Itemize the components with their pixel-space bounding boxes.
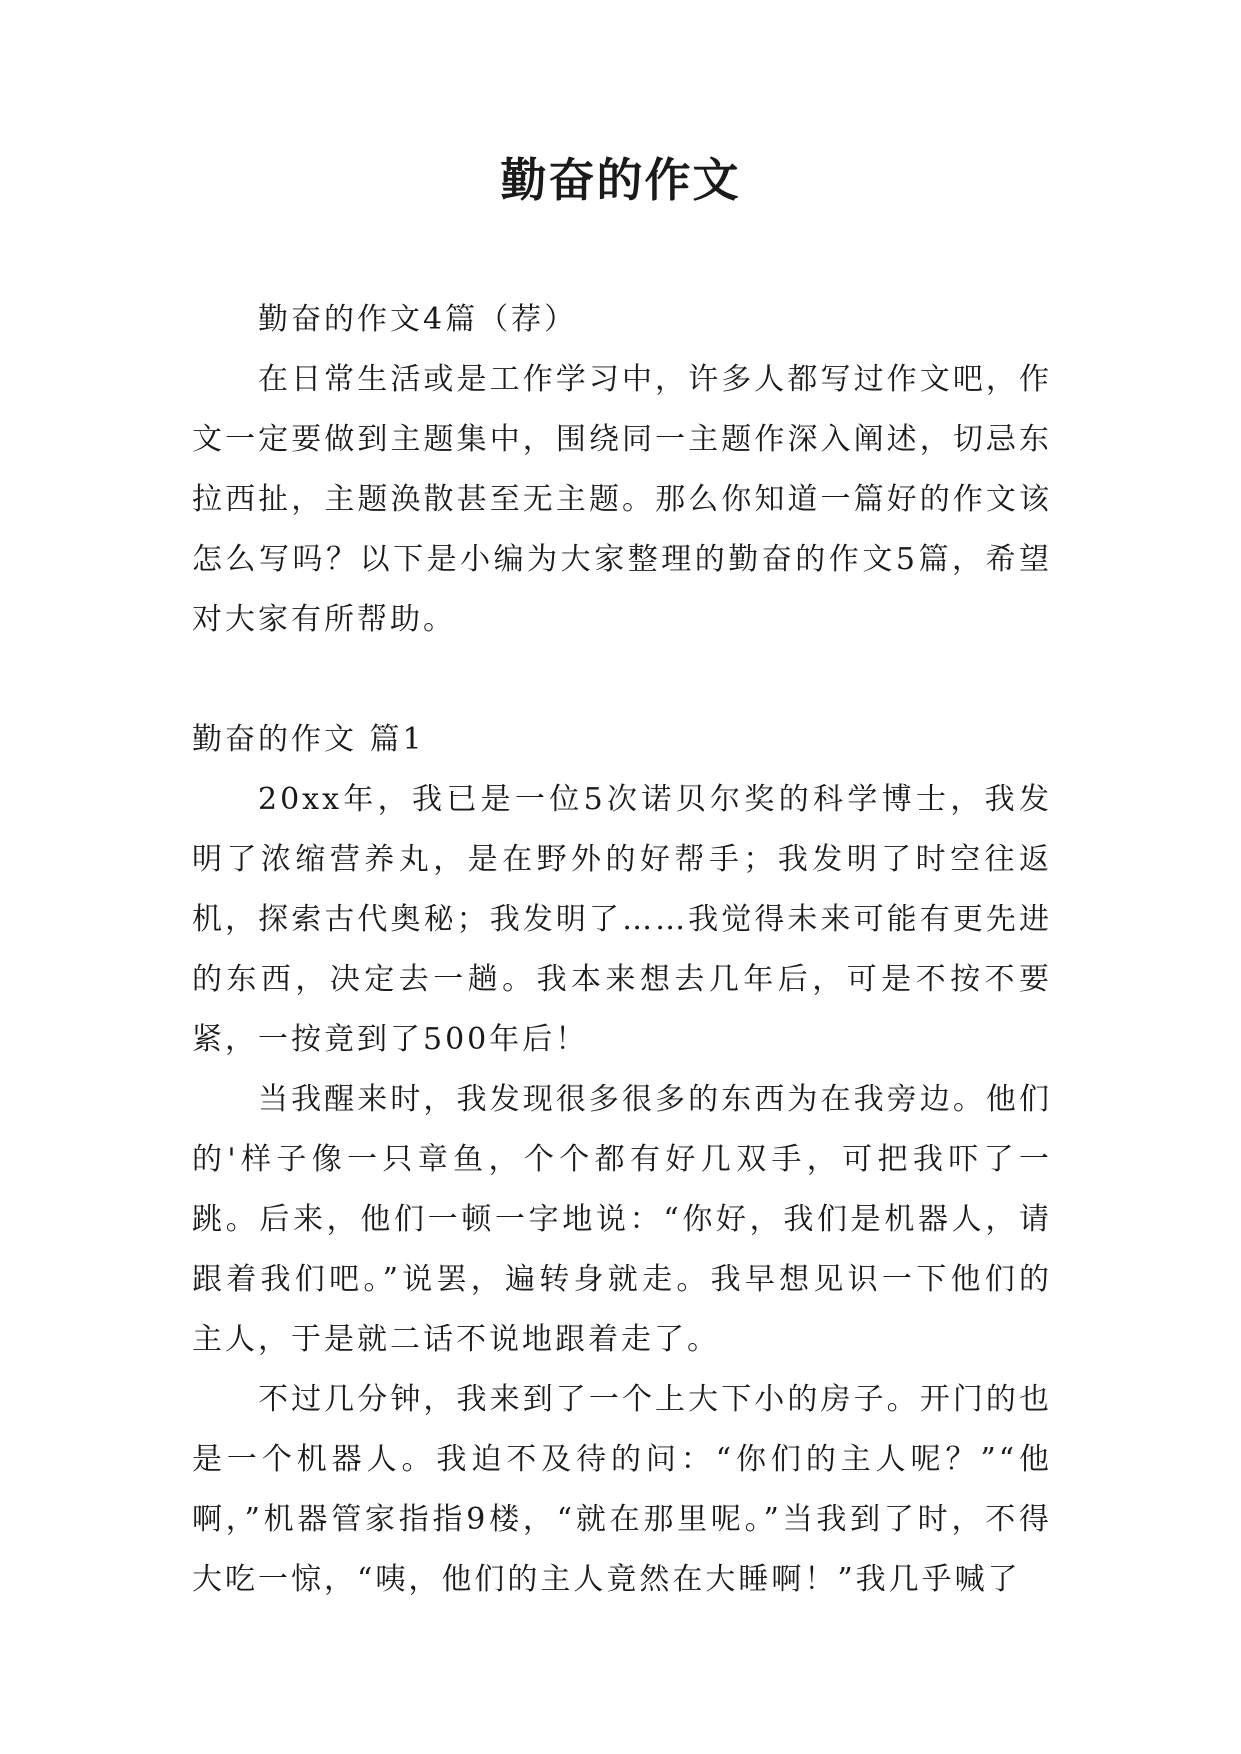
document-title: 勤奋的作文	[500, 153, 741, 207]
intro-paragraph: 在日常生活或是工作学习中，许多人都写过作文吧，作文一定要做到主题集中，围绕同一主题作深入阐述，切忌东拉西扯，主题涣散甚至无主题。那么你知道一篇好的作文该怎么写吗？以下是小编为大家整理的勤奋的作文5篇，希望对大家有所帮助。	[192, 362, 1052, 637]
body-paragraph: 20xx年，我已是一位5次诺贝尔奖的科学博士，我发明了浓缩营养丸，是在野外的好帮手；我发明了时空往返机，探索古代奥秘；我发明了……我觉得未来可能有更先进的东西，决定去一趟。我本来想去几年后，可是不按不要紧，一按竟到了500年后！	[192, 782, 1052, 1057]
document-body	[192, 290, 1052, 1610]
body-paragraph: 当我醒来时，我发现很多很多的东西为在我旁边。他们的'样子像一只章鱼，个个都有好几双手，可把我吓了一跳。后来，他们一顿一字地说：“你好，我们是机器人，请跟着我们吧。”说罢，遍转身就走。我早想见识一下他们的主人，于是就二话不说地跟着走了。	[192, 1082, 1052, 1357]
section-heading: 勤奋的作文 篇1	[192, 722, 425, 757]
body-paragraph: 不过几分钟，我来到了一个上大下小的房子。开门的也是一个机器人。我迫不及待的问：“你们的主人呢？”“他啊，”机器管家指指9楼，“就在那里呢。”当我到了时，不得大吃一惊，“咦，他们的主人竟然在大睡啊！”我几乎喊了	[192, 1382, 1052, 1597]
intro-heading: 勤奋的作文4篇（荐）	[258, 302, 578, 337]
